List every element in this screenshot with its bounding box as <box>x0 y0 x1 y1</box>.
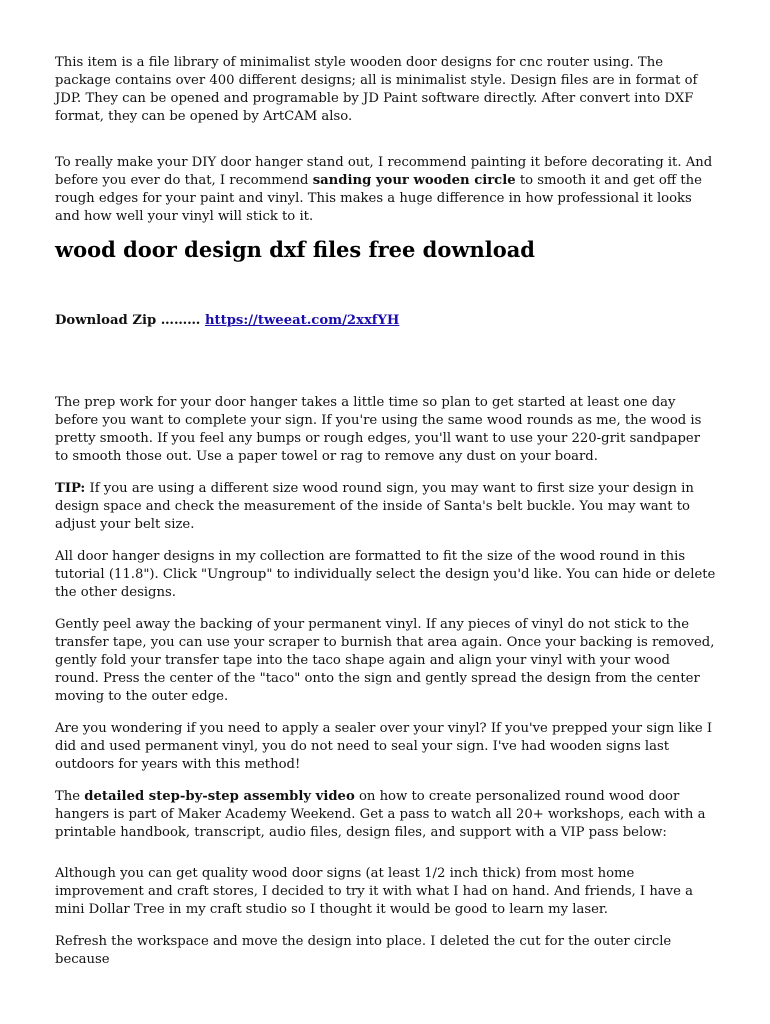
video-text-before: The <box>55 789 85 804</box>
tip-label: TIP: <box>55 481 86 496</box>
download-line <box>55 312 717 330</box>
video-paragraph <box>55 788 717 842</box>
refresh-paragraph: Refresh the workspace and move the design into place. I deleted the cut for the outer circle because <box>55 934 672 967</box>
video-bold-phrase: detailed step-by-step assembly video <box>84 789 355 804</box>
intro-paragraph-2 <box>55 154 717 226</box>
tip-paragraph <box>55 480 717 534</box>
prep-paragraph: The prep work for your door hanger takes a little time so plan to get started at least one day before you want to complete your sign. If you're using the same wood rounds as me, the wood is pretty smooth. If you feel any bumps or rough edges, you'll want to use your 220-grit sandpaper to smooth those out. Use a paper towel or rag to remove any dust on your board. <box>55 395 702 464</box>
document-page <box>55 54 717 983</box>
intro-text-after: to smooth it and get off the rough edges for your paint and vinyl. This makes a huge difference in how professional it looks and how well your vinyl will stick to it. <box>55 173 702 224</box>
quality-paragraph: Although you can get quality wood door signs (at least 1/2 inch thick) from most home improvement and craft stores, I decided to try it with what I had on hand. And friends, I have a mini Dollar Tree in my craft studio so I thought it would be good to learn my laser. <box>55 866 693 917</box>
download-label: Download Zip ……… <box>55 313 205 328</box>
page-heading: wood door design dxf files free download <box>55 237 535 262</box>
intro-paragraph-1: This item is a file library of minimalist style wooden door designs for cnc router using. The package contains over 400 different designs; all is minimalist style. Design files are in format of JDP. They can be opened and programable by JD Paint software directly. After convert into DXF format, they can be opened by ArtCAM also. <box>55 55 698 124</box>
sealer-paragraph: Are you wondering if you need to apply a sealer over your vinyl? If you've prepped your sign like I did and used permanent vinyl, you do not need to seal your sign. I've had wooden signs last outdoors for years with this method! <box>55 721 713 772</box>
intro-text-before: To really make your DIY door hanger stand out, I recommend painting it before decorating it. And before you ever do that, I recommend <box>55 155 713 188</box>
collection-paragraph: All door hanger designs in my collection are formatted to fit the size of the wood round in this tutorial (11.8"). Click "Ungroup" to individually select the design you'd like. You can hide or delete the other designs. <box>55 549 716 600</box>
download-link[interactable]: https://tweeat.com/2xxfYH <box>204 313 400 328</box>
peel-paragraph: Gently peel away the backing of your permanent vinyl. If any pieces of vinyl do not stick to the transfer tape, you can use your scraper to burnish that area again. Once your backing is removed, gently fold your transfer tape into the taco shape again and align your vinyl with your wood round. Press the center of the "taco" onto the sign and gently spread the design from the center moving to the outer edge. <box>55 617 715 704</box>
video-text-after: on how to create personalized round wood door hangers is part of Maker Academy Weekend. Get a pass to watch all 20+ workshops, each with a printable handbook, transcript, audio files, design files, and support with a VIP pass below: <box>55 789 706 840</box>
tip-text: If you are using a different size wood round sign, you may want to first size your design in design space and check the measurement of the inside of Santa's belt buckle. You may want to adjust your belt size. <box>55 481 694 532</box>
intro-bold-phrase: sanding your wooden circle <box>312 173 516 188</box>
